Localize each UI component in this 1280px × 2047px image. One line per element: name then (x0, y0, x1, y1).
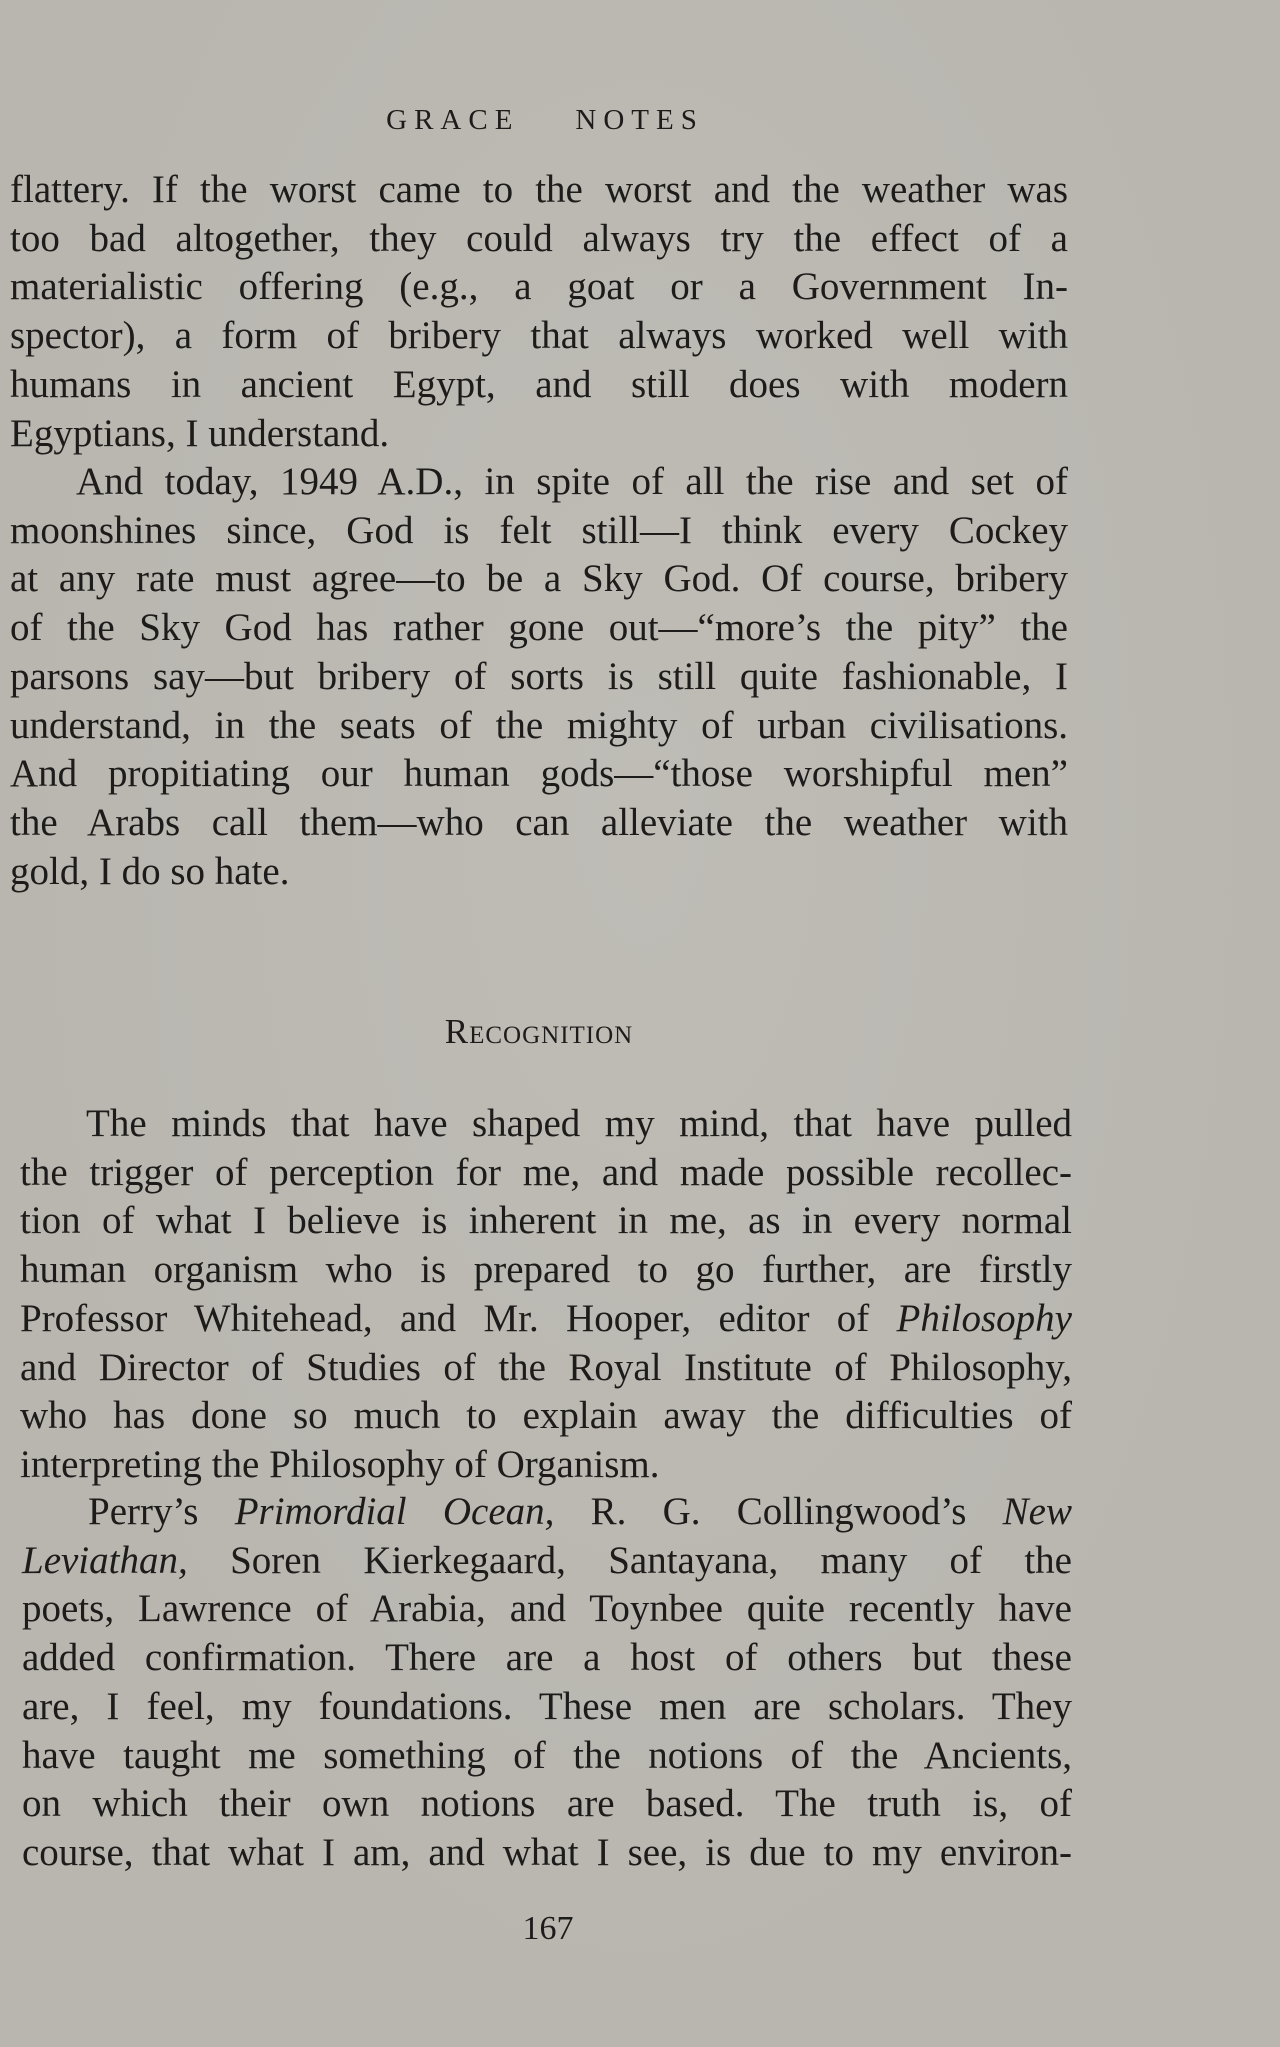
text-line: humans in ancient Egypt, and still does with modern (10, 362, 1068, 406)
text-line: the Arabs call them—who can alleviate the weather with (10, 800, 1068, 844)
italic-title: New (1002, 1490, 1073, 1533)
text-line: and Director of Studies of the Royal Institute of Philosophy, (20, 1345, 1072, 1389)
text-line: who has done so much to explain away the difficulties of (20, 1394, 1072, 1438)
text-line: And propitiating our human gods—“those worshipful men” (10, 752, 1068, 796)
text-segment: Professor Whitehead, and Mr. Hooper, editor of (20, 1296, 897, 1340)
text-line: parsons say—but bribery of sorts is still quite fashionable, I (10, 654, 1068, 698)
text-line: at any rate must agree—to be a Sky God. Of course, bribery (10, 557, 1068, 601)
text-segment: Perry’s (88, 1490, 235, 1533)
text-line (20, 1295, 1072, 1344)
text-line (22, 1488, 1072, 1537)
text-line: human organism who is prepared to go further, are firstly (20, 1248, 1072, 1292)
text-line: course, that what I am, and what I see, is due to my environ- (22, 1830, 1072, 1874)
text-line: materialistic offering (e.g., a goat or a Government In- (10, 265, 1068, 309)
page-number: 167 (522, 1910, 574, 1947)
paragraph-today (10, 458, 1068, 896)
text-line: flattery. If the worst came to the worst and the weather was (10, 168, 1068, 211)
text-line: have taught me something of the notions of the Ancients, (22, 1733, 1072, 1777)
text-line: understand, in the seats of the mighty of urban civilisations. (10, 703, 1068, 747)
text-line: interpreting the Philosophy of Organism. (20, 1442, 660, 1486)
text-line: The minds that have shaped my mind, that have pulled (86, 1102, 1072, 1145)
text-line: of the Sky God has rather gone out—“more’s the pity” the (10, 606, 1068, 650)
paragraph-continued (10, 166, 1068, 458)
text-line (22, 1537, 1072, 1586)
paragraph-perry (22, 1488, 1072, 1878)
section-heading: Recognition (444, 1012, 634, 1051)
text-segment: R. G. Collingwood’s (554, 1490, 1003, 1533)
text-line: moonshines since, God is felt still—I think every Cockey (10, 508, 1068, 552)
text-line: tion of what I believe is inherent in me, as in every normal (20, 1199, 1072, 1243)
text-line: the trigger of perception for me, and made possible recollec- (20, 1150, 1072, 1194)
text-line: on which their own notions are based. The truth is, of (22, 1782, 1072, 1826)
italic-title: Primordial Ocean, (234, 1490, 555, 1533)
text-segment: Soren Kierkegaard, Santayana, many of the (187, 1538, 1072, 1582)
text-line: gold, I do so hate. (10, 849, 290, 893)
paragraph-minds (20, 1100, 1072, 1490)
text-line: are, I feel, my foundations. These men are scholars. They (22, 1684, 1072, 1728)
running-head (0, 104, 1090, 137)
text-line: poets, Lawrence of Arabia, and Toynbee quite recently have (22, 1587, 1072, 1631)
text-line: And today, 1949 A.D., in spite of all the rise and set of (76, 460, 1068, 503)
running-head-word-2: NOTES (575, 104, 704, 136)
italic-title: Leviathan, (22, 1538, 188, 1582)
text-line: too bad altogether, they could always try the effect of a (10, 216, 1068, 260)
text-line: spector), a form of bribery that always worked well with (10, 314, 1068, 358)
text-line: Egyptians, I understand. (10, 411, 390, 455)
italic-title: Philosophy (896, 1296, 1072, 1340)
running-head-word-1: GRACE (386, 104, 520, 136)
text-line: added confirmation. There are a host of others but these (22, 1636, 1072, 1680)
